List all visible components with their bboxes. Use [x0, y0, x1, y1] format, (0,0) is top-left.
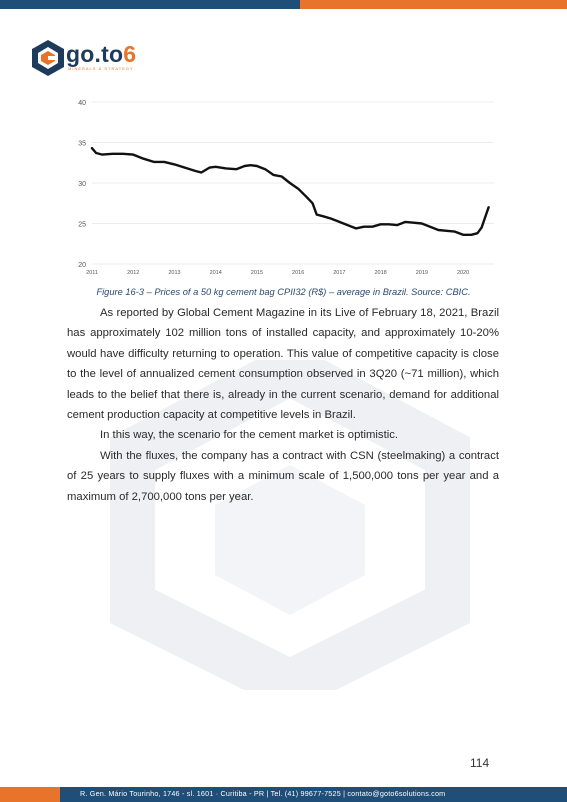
header-bar-orange: [300, 0, 567, 9]
y-tick-label: 40: [78, 100, 86, 107]
footer-bar-accent: [0, 787, 60, 802]
x-tick-label: 2017: [333, 270, 346, 276]
y-tick-label: 25: [78, 221, 86, 229]
x-tick-label: 2018: [374, 270, 387, 276]
x-tick-label: 2020: [456, 270, 470, 276]
paragraph: With the fluxes, the company has a contract with CSN (steelmaking) a contract of 25 years to supply fluxes with a minimum scale of 1,500,000 tons per year and a maximum of 2,700,000 tons per year.: [67, 449, 499, 503]
logo-tagline: MINERALS & STRATEGY: [68, 66, 134, 71]
body-text: [67, 303, 499, 507]
paragraph: As reported by Global Cement Magazine in its Live of February 18, 2021, Brazil has approximately 102 million tons of installed capacity, and approximately 10-20% would have difficulty returning to operation. This value of competitive capacity is close to the level of annualized cement consumption observed in 3Q20 (~71 million), which leads to the belief that there is, already in the current scenario, demand for additional cement production capacity at competitive levels in Brazil.: [67, 307, 499, 422]
x-tick-label: 2012: [127, 270, 140, 276]
x-tick-label: 2014: [209, 270, 222, 276]
page-number: 114: [470, 756, 490, 770]
logo-wordmark: go.to6: [66, 41, 137, 67]
series-line: [92, 148, 489, 235]
cement-price-chart: [70, 88, 500, 280]
x-tick-label: 2011: [86, 270, 98, 276]
paragraph: In this way, the scenario for the cement market is optimistic.: [100, 429, 399, 442]
y-tick-label: 30: [78, 181, 86, 188]
y-tick-label: 20: [78, 262, 86, 269]
y-tick-label: 35: [78, 140, 86, 148]
x-tick-label: 2013: [168, 270, 181, 276]
x-tick-label: 2015: [250, 270, 264, 276]
footer-contact: R. Gen. Mário Tourinho, 1746 - sl. 1601 · Curitiba - PR | Tel. (41) 99677-7525 | contato@goto6solutions.com: [80, 789, 446, 798]
x-tick-label: 2016: [292, 270, 305, 276]
header-bar-blue: [0, 0, 300, 9]
x-tick-label: 2019: [415, 270, 428, 276]
figure-caption: Figure 16-3 – Prices of a 50 kg cement bag CPII32 (R$) – average in Brazil. Source: CBIC.: [96, 287, 471, 297]
